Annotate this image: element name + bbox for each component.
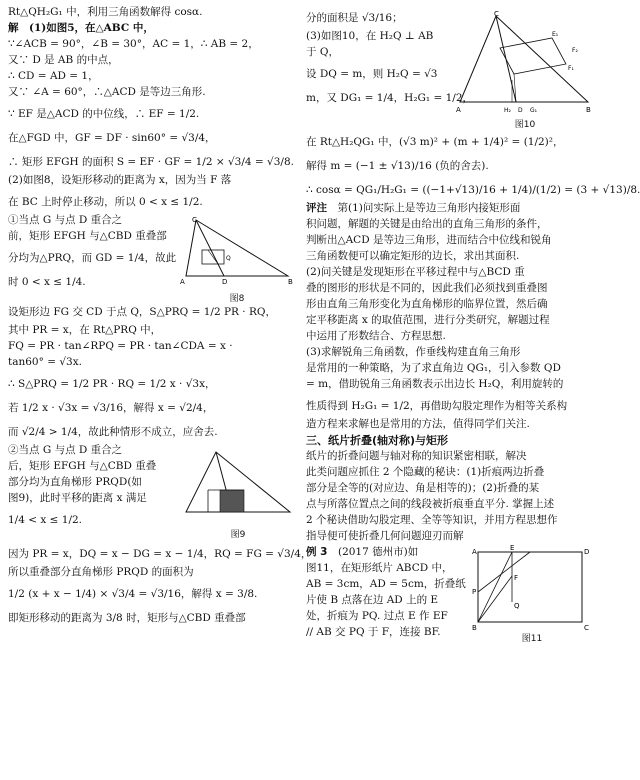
svg-text:H₂: H₂: [504, 107, 511, 114]
text-line: 时 0 < x ≤ 1/4.: [8, 276, 86, 288]
text-line: 判断出△ACD 是等边三角形，进而结合中位线和锐角: [306, 234, 552, 246]
text-line: FQ = PR · tan∠RPQ = PR · tan∠CDA = x ·: [8, 340, 233, 352]
text-line: ∵∠ACB = 90°，∠B = 30°，AC = 1，∴ AB = 2，: [8, 38, 259, 50]
section-heading: 三、纸片折叠(轴对称)与矩形: [306, 434, 449, 447]
text-line: 处，折痕为 PQ. 过点 E 作 EF: [306, 610, 448, 622]
svg-text:P: P: [472, 588, 477, 596]
text-line: 纸片的折叠问题与轴对称的知识紧密相联，解决: [306, 450, 527, 462]
fig8-block: [8, 214, 296, 305]
example-line: [306, 546, 466, 562]
comment-label: 评注: [306, 202, 327, 214]
svg-text:G₁: G₁: [530, 107, 538, 114]
text-line: 1/4 < x ≤ 1/2.: [8, 514, 83, 526]
text-line: ∴ S△PRQ = 1/2 PR · RQ = 1/2 x · √3x，: [8, 378, 216, 390]
text-line: ∴ cosα = QG₁/H₂G₁ = ((−1+√13)/16 + 1/4)/(1/2) = (3 + √13)/8.: [306, 184, 640, 196]
left-column: [8, 6, 312, 630]
text-line: 片使 B 点落在边 AD 上的 E: [306, 594, 439, 606]
svg-text:F₁: F₁: [568, 65, 574, 72]
text-line: 部分是全等的(对应边、角是相等的)；(2)折叠的某: [306, 482, 540, 494]
svg-text:A: A: [456, 106, 461, 114]
text-line: 分均为△PRQ，而 GD = 1/4，故此: [8, 252, 177, 264]
svg-text:F: F: [514, 574, 519, 582]
text-line: 又∵ ∠A = 60°，∴△ACD 是等边三角形.: [8, 86, 206, 98]
text-line: 指导便可使折叠几何问题迎刃而解: [306, 530, 464, 542]
figure-caption: 图10: [514, 120, 536, 131]
rectangle-diagram-fig11: [472, 546, 592, 630]
svg-text:D: D: [518, 107, 523, 114]
figure-11: [472, 546, 592, 644]
text-line: AB = 3cm，AD = 5cm，折叠纸: [306, 578, 466, 590]
svg-text:C: C: [494, 10, 499, 18]
text-line: 在 BC 上时停止移动，所以 0 < x ≤ 1/2.: [8, 196, 203, 208]
svg-text:F₂: F₂: [572, 47, 578, 54]
text-line: (2017 德州市)如: [327, 546, 419, 558]
text-line: (3)如图10，在 H₂Q ⊥ AB: [306, 30, 434, 42]
svg-text:Q: Q: [514, 602, 520, 610]
svg-text:E₁: E₁: [552, 31, 559, 38]
text-line: 又∵ D 是 AB 的中点，: [8, 54, 119, 66]
text-line: 图11，在矩形纸片 ABCD 中，: [306, 562, 453, 574]
text-line: 第(1)问实际上是等边三角形内接矩形面: [327, 202, 521, 214]
text-line: ①当点 G 与点 D 重合之: [8, 214, 123, 226]
text-line: 中运用了形数结合、方程思想.: [306, 330, 446, 342]
text-line: 若 1/2 x · √3x = √3/16，解得 x = √2/4，: [8, 402, 214, 414]
text-line: 后，矩形 EFGH 与△CBD 重叠: [8, 460, 157, 472]
triangle-diagram-fig9: [180, 446, 296, 526]
svg-text:C: C: [192, 216, 197, 224]
figure-caption: 图9: [230, 530, 246, 541]
figure-8: [178, 214, 296, 305]
text-line: 图9)，此时平移的距离 x 满足: [8, 492, 147, 504]
text-line: 在 Rt△H₂QG₁ 中，(√3 m)² + (m + 1/4)² = (1/2)²，: [306, 136, 564, 148]
fig9-block: [8, 444, 296, 542]
svg-text:D: D: [222, 278, 228, 286]
svg-text:B: B: [586, 106, 591, 114]
svg-text:A: A: [472, 548, 477, 556]
text-line: 是常用的一种策略，为了求直角边 QG₁，引入参数 QD: [306, 362, 561, 374]
text-line: 因为 PR = x，DQ = x − DG = x − 1/4，RQ = FG = √3/4，: [8, 548, 312, 560]
text-line: 造方程来求解也是常用的方法，值得同学们关注.: [306, 418, 530, 430]
text-line: 于 Q，: [306, 46, 339, 58]
figure-caption: 图11: [521, 634, 543, 645]
text-line: 设矩形边 FG 交 CD 于点 Q，S△PRQ = 1/2 PR · RQ，: [8, 306, 276, 318]
triangle-diagram-fig10: [456, 8, 594, 116]
text-line: 2 个秘诀借助勾股定理、全等等知识，并用方程思想作: [306, 514, 558, 526]
text-line: 点与所落位置点之间的线段被折痕垂直平分. 掌握上述: [306, 498, 555, 510]
triangle-diagram-fig8: [178, 214, 296, 290]
figure-9: [180, 446, 296, 540]
svg-text:C: C: [584, 624, 589, 632]
fig11-block: [306, 546, 594, 646]
text-line: ∴ CD = AD = 1，: [8, 70, 99, 82]
text-line: 三角函数便可以确定矩形的边长，求出其面积.: [306, 250, 520, 262]
text-line: 前，矩形 EFGH 与△CBD 重叠部: [8, 230, 167, 242]
text-line: = m，借助锐角三角函数表示出边长 H₂Q，利用旋转的: [306, 378, 564, 390]
text-line: 在△FGD 中，GF = DF · sin60° = √3/4，: [8, 132, 216, 144]
svg-text:A: A: [180, 278, 185, 286]
text-line: 叠的图形的形状是不同的，因此我们必须找到重叠图: [306, 282, 548, 294]
text-line: ②当点 G 与点 D 重合之: [8, 444, 123, 456]
text-line: 积问题，解题的关键是由给出的直角三角形的条件，: [306, 218, 548, 230]
text-line: 所以重叠部分直角梯形 PRQD 的面积为: [8, 566, 194, 578]
right-column: [306, 6, 640, 646]
text-line: 部分均为直角梯形 PRQD(如: [8, 476, 142, 488]
text-line: (3)求解锐角三角函数，作垂线构建直角三角形: [306, 346, 521, 358]
text-line: // AB 交 PQ 于 F，连接 BF.: [306, 626, 441, 638]
text-line: ∵ EF 是△ACD 的中位线，∴ EF = 1/2.: [8, 108, 200, 120]
figure-10: [456, 8, 594, 130]
text-line: ∴ 矩形 EFGH 的面积 S = EF · GF = 1/2 × √3/4 = √3/8.: [8, 156, 294, 168]
text-line: 解得 m = (−1 ± √13)/16 (负的舍去).: [306, 160, 489, 172]
text-line: m，又 DG₁ = 1/4，H₂G₁ = 1/2，: [306, 92, 474, 104]
figure-caption: 图8: [229, 294, 245, 305]
text-line: tan60° = √3x.: [8, 356, 82, 368]
comment-line: [306, 202, 594, 218]
solution-heading: 解 (1)如图5，在△ABC 中，: [8, 22, 154, 34]
text-line: (2)问关键是发现矩形在平移过程中与△BCD 重: [306, 266, 525, 278]
text-line: 设 DQ = m，则 H₂Q = √3: [306, 68, 438, 80]
text-line: 即矩形移动的距离为 3/8 时，矩形与△CBD 重叠部: [8, 612, 246, 624]
svg-text:B: B: [472, 624, 477, 632]
text-line: 1/2 (x + x − 1/4) × √3/4 = √3/16，解得 x = 3/8.: [8, 588, 258, 600]
example-label: 例 3: [306, 546, 328, 558]
svg-text:E: E: [510, 544, 515, 552]
text-line: 定平移距离 x 的取值范围，进行分类研究，解题过程: [306, 314, 550, 326]
text-line: 其中 PR = x，在 Rt△PRQ 中，: [8, 324, 162, 336]
text-line: 此类问题应抓住 2 个隐藏的秘诀：(1)折痕两边折叠: [306, 466, 545, 478]
svg-text:B: B: [288, 278, 293, 286]
text-line: (2)如图8，设矩形移动的距离为 x，因为当 F 落: [8, 174, 232, 186]
text-line: Rt△QH₂G₁ 中，利用三角函数解得 cosα.: [8, 6, 203, 18]
svg-text:D: D: [584, 548, 590, 556]
text-line: 性质得到 H₂G₁ = 1/2，再借助勾股定理作为相等关系构: [306, 400, 568, 412]
text-line: 而 √2/4 > 1/4，故此种情形不成立，应舍去.: [8, 426, 218, 438]
text-line: 形由直角三角形变化为直角梯形的临界位置，然后确: [306, 298, 548, 310]
text-line: 分的面积是 √3/16；: [306, 12, 403, 24]
svg-text:Q: Q: [226, 255, 231, 262]
